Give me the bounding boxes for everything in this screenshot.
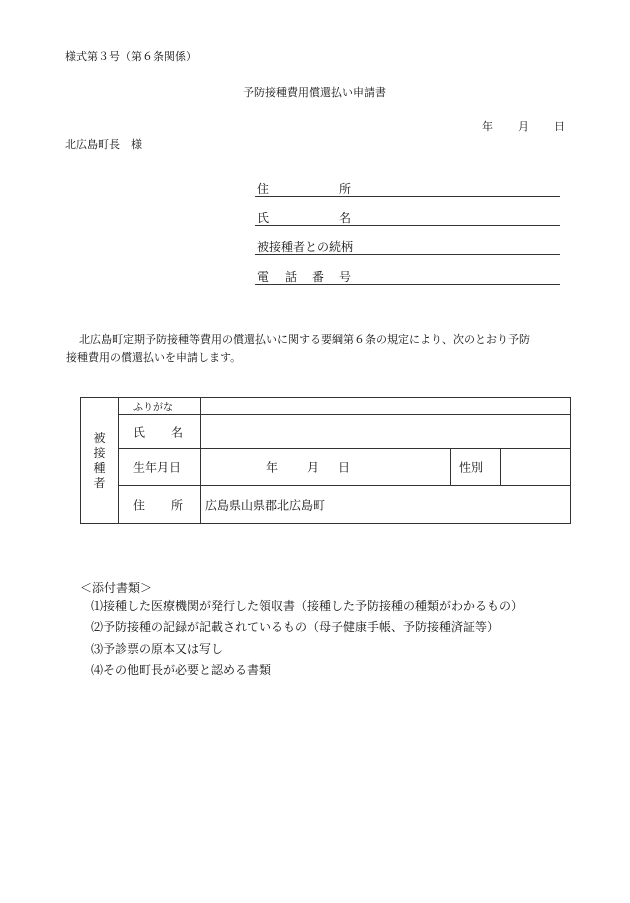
sex-label-cell xyxy=(451,449,501,486)
applicant-address-label-2: 所 xyxy=(339,182,352,196)
furigana-label-cell xyxy=(119,398,201,415)
name-label-2: 名 xyxy=(171,425,184,439)
applicant-name-label-1: 氏 xyxy=(257,211,270,225)
sex-label: 性別 xyxy=(459,460,484,475)
applicant-address-field[interactable] xyxy=(255,180,560,197)
name-input[interactable] xyxy=(201,415,571,449)
dob-year-label: 年 xyxy=(266,460,279,475)
dob-label: 生年月日 xyxy=(133,460,182,475)
body-line-2: 接種費用の償還払いを申請します。 xyxy=(66,351,242,364)
address-input[interactable] xyxy=(201,486,571,524)
name-label-cell xyxy=(119,415,201,449)
applicant-relation-label: 被接種者との続柄 xyxy=(257,240,354,254)
body-line-1: 北広島町定期予防接種等費用の償還払いに関する要綱第６条の規定により、次のとおり予防 xyxy=(79,333,530,346)
applicant-phone-label-2: 話 xyxy=(285,270,298,284)
dob-label-cell xyxy=(119,449,201,486)
address-label-2: 所 xyxy=(171,498,184,512)
form-title: 予防接種費用償還払い申請書 xyxy=(243,86,386,99)
dob-month-label: 月 xyxy=(307,460,320,475)
vaccinee-category-cell xyxy=(81,398,119,524)
applicant-phone-label-4: 号 xyxy=(339,270,352,284)
address-label-1: 住 xyxy=(133,498,146,512)
attachments-heading: ＜添付書類＞ xyxy=(80,581,153,595)
dob-input[interactable] xyxy=(201,449,451,486)
applicant-name-field[interactable] xyxy=(255,209,560,226)
attachment-item-3: ⑶予診票の原本又は写し xyxy=(91,642,224,656)
furigana-label: ふりがな xyxy=(133,402,173,414)
address-value: 広島県山県郡北広島町 xyxy=(205,498,326,512)
applicant-address-label-1: 住 xyxy=(257,182,270,196)
applicant-name-label-2: 名 xyxy=(339,211,352,225)
vaccinee-table xyxy=(80,397,571,524)
applicant-phone-label-1: 電 xyxy=(257,270,270,284)
applicant-relation-field[interactable] xyxy=(255,238,560,255)
name-label-1: 氏 xyxy=(133,425,146,439)
date-day-label: 日 xyxy=(554,120,565,133)
date-month-label: 月 xyxy=(518,120,529,133)
vaccinee-category-label: 被接種者 xyxy=(93,430,106,490)
form-number: 様式第３号（第６条関係） xyxy=(65,50,197,63)
sex-input[interactable] xyxy=(501,449,571,486)
attachment-item-4: ⑷その他町長が必要と認める書類 xyxy=(91,663,272,677)
applicant-phone-label-3: 番 xyxy=(312,270,325,284)
attachment-item-2: ⑵予防接種の記録が記載されているもの（母子健康手帳、予防接種済証等） xyxy=(91,620,500,634)
date-year-label: 年 xyxy=(482,120,493,133)
address-label-cell xyxy=(119,486,201,524)
applicant-phone-field[interactable] xyxy=(255,268,560,285)
attachment-item-1: ⑴接種した医療機関が発行した領収書（接種した予防接種の種類がわかるもの） xyxy=(91,599,524,613)
furigana-input[interactable] xyxy=(201,398,571,415)
dob-day-label: 日 xyxy=(338,460,351,475)
addressee: 北広島町長 様 xyxy=(65,138,142,151)
